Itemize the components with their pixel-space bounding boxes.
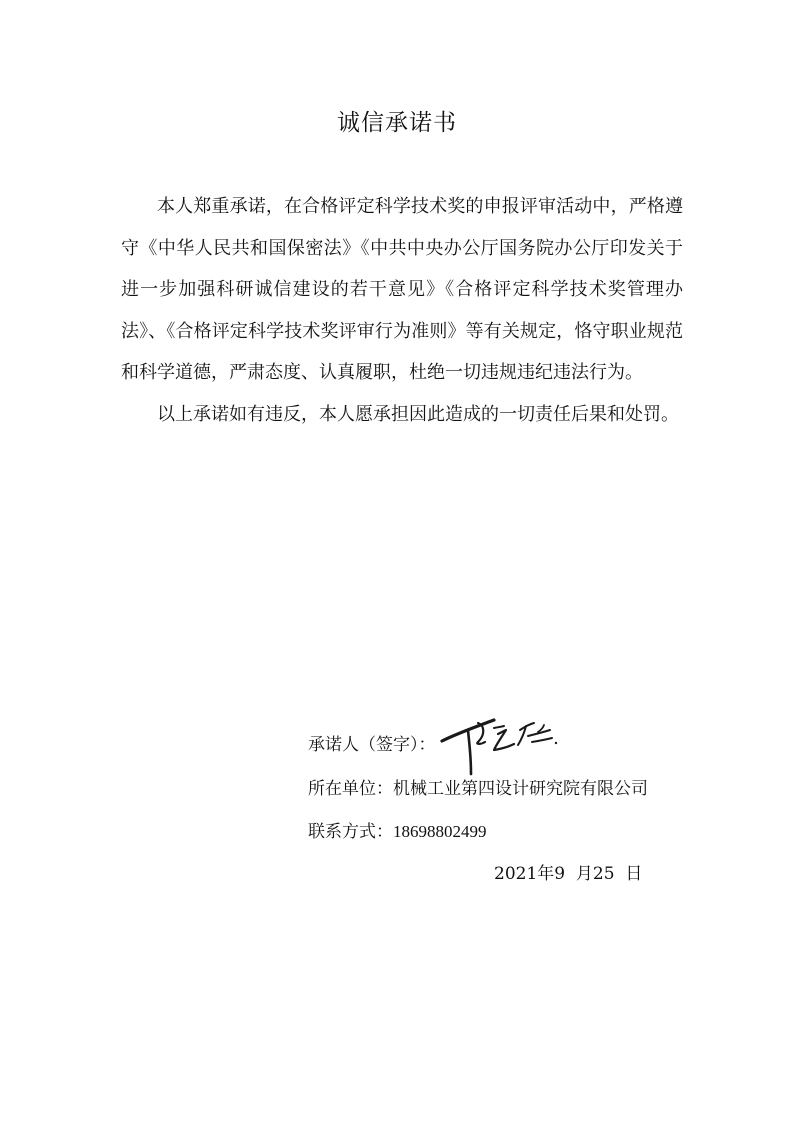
signing-date: 2021年9 月25 日 [494,864,643,884]
document-title: 诚信承诺书 [337,110,457,136]
signer-line [308,730,436,755]
commitment-paragraph: 本人郑重承诺，在合格评定科学技术奖的申报评审活动中，严格遵守《中华人民共和国保密法》《中共中央办公厅国务院办公厅印发关于进一步加强科研诚信建设的若干意见》《合格评定科学技术奖管理办法》、《合格评定科学技术奖评审行为准则》等有关规定，恪守职业规范和科学道德，严肃态度、认真履职，杜绝一切违规违纪违法行为。 [121,196,683,383]
unit-label: 所在单位： [308,779,393,799]
unit-line [308,774,648,799]
signer-label: 承诺人（签字）： [308,735,436,755]
liability-paragraph: 以上承诺如有违反，本人愿承担因此造成的一切责任后果和处罚。 [157,403,679,425]
unit-value: 机械工业第四设计研究院有限公司 [393,779,648,799]
phone-value: 18698802499 [393,822,487,841]
phone-line [308,817,487,842]
document-body [121,186,683,435]
handwritten-signature-icon [438,708,568,776]
phone-label: 联系方式： [308,822,393,842]
